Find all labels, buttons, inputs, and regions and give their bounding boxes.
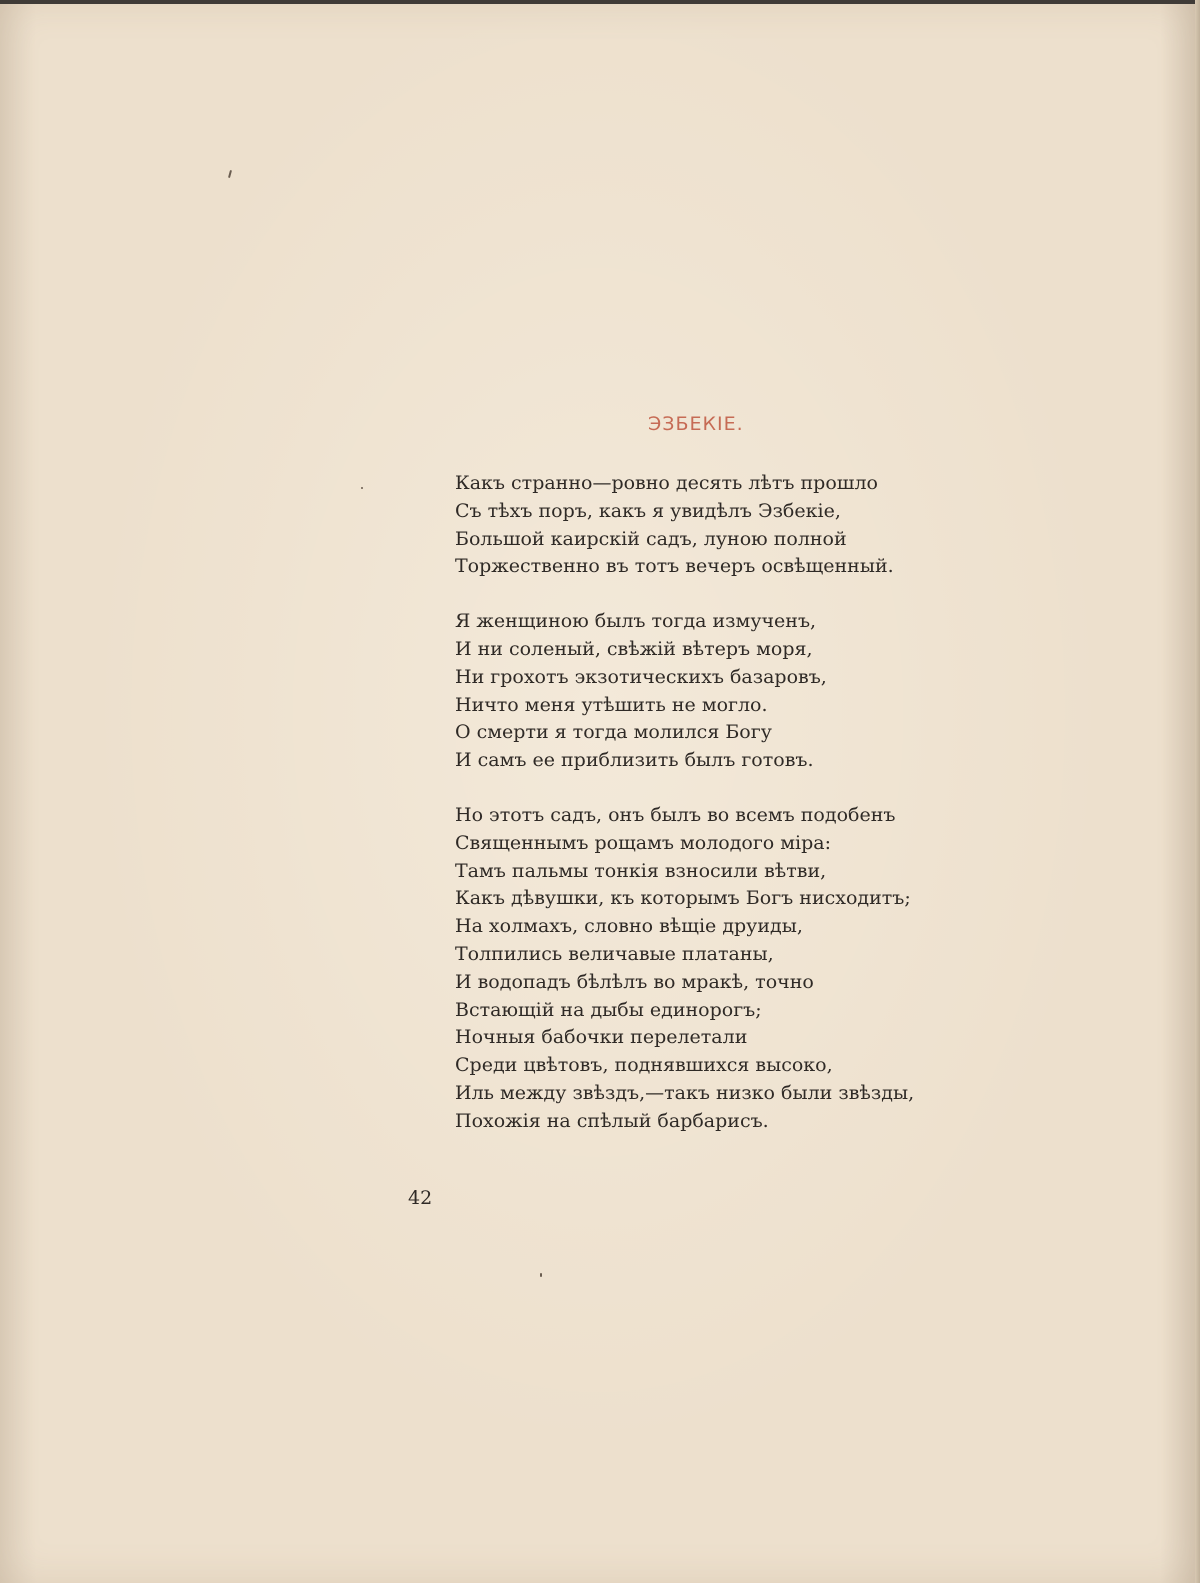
poem-line: Ни грохотъ экзотическихъ базаровъ,	[455, 665, 827, 688]
poem-line: Я женщиною былъ тогда измученъ,	[455, 610, 817, 633]
poem-title: ЭЗБЕКІЕ.	[648, 413, 744, 435]
page-top-edge	[0, 0, 1200, 4]
poem-line: Съ тѣхъ поръ, какъ я увидѣлъ Эзбекіе,	[455, 499, 841, 522]
stanza-3	[455, 802, 914, 1136]
stanza-2	[455, 608, 914, 775]
page-number: 42	[408, 1187, 433, 1209]
poem-line: Ночныя бабочки перелетали	[455, 1026, 748, 1049]
stanza-1	[455, 470, 914, 581]
poem-line: Но этотъ садъ, онъ былъ во всемъ подобенъ	[455, 803, 896, 826]
poem-line: Какъ странно—ровно десять лѣтъ прошло	[455, 472, 878, 494]
page-right-edge	[1195, 0, 1200, 1583]
paper-speck	[228, 170, 232, 178]
poem-line: Тамъ пальмы тонкія взносили вѣтви,	[455, 859, 827, 882]
poem-line: Большой каирскій садъ, луною полной	[455, 527, 847, 550]
poem-line: Похожія на спѣлый барбарисъ.	[455, 1109, 769, 1132]
poem-line: И водопадъ бѣлѣлъ во мракѣ, точно	[455, 970, 814, 993]
poem-line: О смерти я тогда молился Богу	[455, 721, 772, 744]
poem-line: На холмахъ, словно вѣщіе друиды,	[455, 915, 803, 938]
poem-body	[455, 470, 914, 1136]
poem-line: И самъ ее приблизить былъ готовъ.	[455, 749, 814, 772]
poem-line: Иль между звѣздъ,—такъ низко были звѣзды,	[455, 1081, 915, 1104]
poem-line: Встающій на дыбы единорогъ;	[455, 998, 762, 1021]
poem-line: И ни соленый, свѣжій вѣтеръ моря,	[455, 637, 813, 660]
poem-line: Священнымъ рощамъ молодого міра:	[455, 831, 832, 854]
poem-line: Толпились величавые платаны,	[455, 942, 774, 965]
paper-speck	[540, 1273, 542, 1277]
paper-speck	[361, 487, 363, 489]
poem-line: Ничто меня утѣшить не могло.	[455, 693, 768, 716]
poem-line: Какъ дѣвушки, къ которымъ Богъ нисходитъ;	[455, 887, 911, 910]
poem-line: Среди цвѣтовъ, поднявшихся высоко,	[455, 1054, 833, 1077]
poem-line: Торжественно въ тотъ вечеръ освѣщенный.	[455, 555, 894, 578]
